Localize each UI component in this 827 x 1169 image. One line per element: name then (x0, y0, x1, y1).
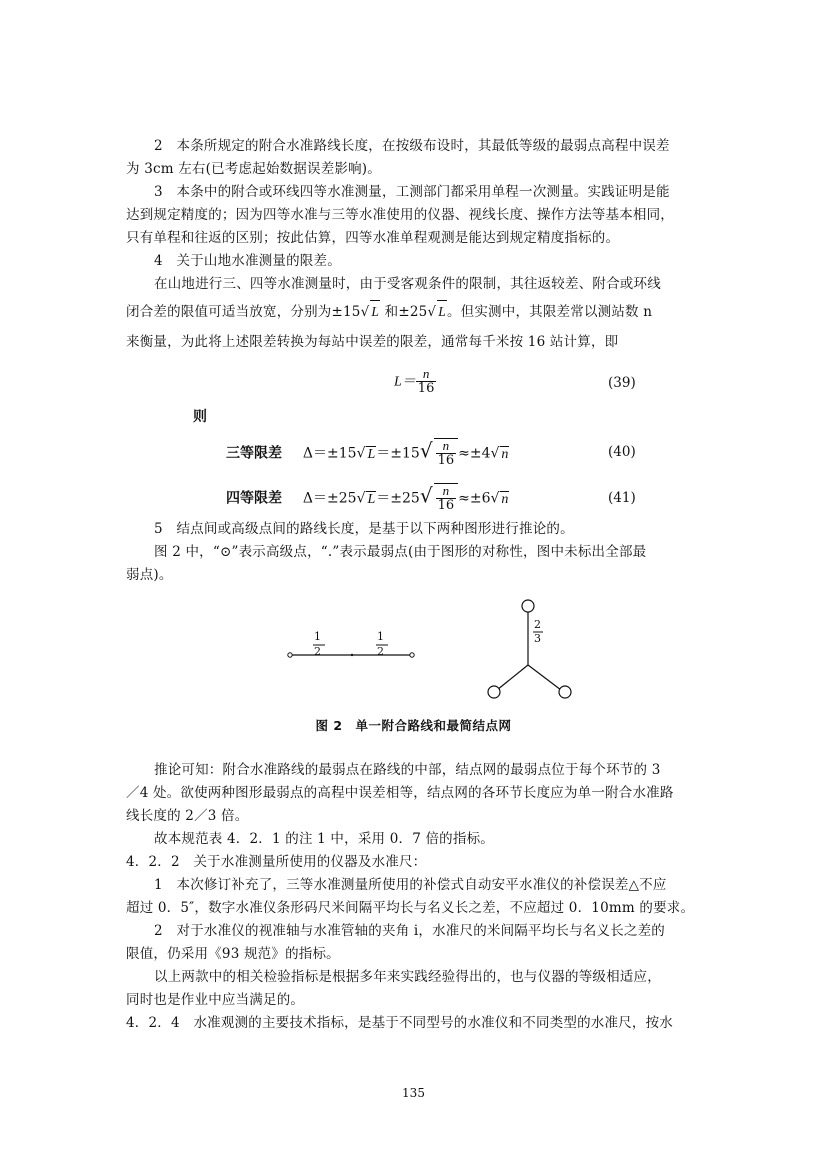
eq40-part2: ＝±15 (376, 445, 420, 462)
conclusion-line2: ／4 处。欲使两种图形最弱点的高程中误差相等，结点网的各环节长度应为单一附合水准路 (126, 785, 674, 801)
para-3-line2: 达到规定精度的；因为四等水准与三等水准使用的仪器、视线长度、操作方法等基本相同， (126, 207, 674, 223)
eq40-part1: Δ＝±15 (302, 445, 357, 462)
section-422-item2-line2: 限值，仍采用《93 规范》的指标。 (126, 946, 340, 962)
right-frac-den: 2 (377, 645, 384, 658)
para-4-line3-c: 。但实测中，其限差常以测站数 n (446, 304, 653, 320)
para-4-line1: 4 关于山地水准测量的限差。 (154, 253, 341, 269)
page-number: 135 (402, 1086, 425, 1100)
right-frac-num: 1 (377, 630, 384, 643)
sqrt-symbol-icon: √ (360, 304, 370, 320)
sqrt-symbol-icon: √ (419, 438, 433, 463)
conclusion-line3: 线长度的 2／3 倍。 (126, 808, 249, 824)
network-high-point-right (559, 686, 571, 698)
para-2-line1: 2 本条所规定的附合水准路线长度，在按级布设时，其最低等级的最弱点高程中误差 (154, 138, 670, 154)
eq41-sqrt-n: n (501, 491, 509, 507)
eq41-sqrt-l: L (367, 491, 376, 507)
conclusion-line4: 故本规范表 4．2．1 的注 1 中，采用 0．7 倍的指标。 (154, 831, 494, 847)
left-frac-num: 1 (314, 630, 321, 643)
eq41-num: n (436, 484, 457, 499)
high-point-right (410, 653, 414, 657)
section-422-item1-line2: 超过 0．5″，数字水准仪条形码尺米间隔平均长与名义长之差，不应超过 0．10mm 的要求。 (126, 900, 695, 916)
eq40-part3: ≈±4 (458, 445, 491, 462)
sqrt-l-2: L (437, 300, 447, 324)
sqrt-symbol-icon: √ (427, 304, 437, 320)
eq41-label: 四等限差 (226, 490, 282, 507)
para-4-line3-a: 闭合差的限值可适当放宽，分别为±15 (126, 304, 361, 320)
para-5-line3: 弱点)。 (126, 567, 173, 583)
eq39-den: 16 (417, 381, 435, 396)
weakest-point (351, 654, 353, 656)
eq40-den: 16 (437, 453, 455, 468)
sqrt-symbol-icon: √ (419, 483, 433, 508)
left-frac-den: 2 (314, 645, 321, 658)
node-frac-num: 2 (534, 618, 541, 631)
node-frac-den: 3 (534, 632, 541, 645)
network-high-point-top (522, 600, 534, 612)
para-2-line2: 为 3cm 左右(已考虑起始数据误差影响)。 (126, 161, 381, 177)
eq39-lhs: L＝ (394, 374, 416, 390)
sqrt-symbol-icon: √ (490, 445, 500, 462)
para-3-line3: 只有单程和往返的区别；按此估算，四等水准单程观测是能达到规定精度指标的。 (126, 230, 620, 246)
sqrt-symbol-icon: √ (356, 490, 366, 507)
sqrt-l-1: L (370, 300, 380, 324)
section-424-line1: 4．2．4 水准观测的主要技术指标，是基于不同型号的水准仪和不同类型的水准尺，按水 (126, 1015, 673, 1031)
section-422-note-line2: 同时也是作业中应当满足的。 (126, 992, 305, 1008)
eq41-part2: ＝±25 (376, 490, 420, 507)
para-3-line1: 3 本条中的附合或环线四等水准测量，工测部门都采用单程一次测量。实践证明是能 (154, 184, 670, 200)
para-5-line2: 图 2 中，“⊙”表示高级点，“.”表示最弱点(由于图形的对称性，图中未标出全部最 (154, 544, 647, 560)
eq39-num: n (416, 367, 437, 382)
network-branch-right (528, 665, 561, 690)
network-high-point-left (488, 686, 500, 698)
para-4-line3-b: 和±25 (384, 304, 428, 320)
section-422-heading: 4．2．2 关于水准测量所使用的仪器及水准尺： (126, 854, 427, 870)
network-branch-left (497, 665, 528, 690)
eq40-number: (40) (608, 444, 636, 460)
eq41-number: (41) (608, 490, 636, 506)
para-4-line4: 来衡量，为此将上述限差转换为每站中误差的限差，通常每千米按 16 站计算，即 (126, 334, 619, 350)
section-422-item2-line1: 2 对于水准仪的视准轴与水准管轴的夹角 i，水准尺的米间隔平均长与名义长之差的 (154, 923, 665, 939)
para-5-line1: 5 结点间或高级点间的路线长度，是基于以下两种图形进行推论的。 (154, 521, 574, 537)
eq39-number: (39) (608, 375, 636, 391)
sqrt-symbol-icon: √ (490, 490, 500, 507)
eq40-sqrt-n: n (501, 446, 509, 462)
eq40-num: n (436, 439, 457, 454)
eq41-part1: Δ＝±25 (302, 490, 357, 507)
eq40-label: 三等限差 (226, 445, 282, 462)
eq40-sqrt-l: L (367, 446, 376, 462)
figure-caption: 图 2 单一附合路线和最简结点网 (315, 718, 512, 733)
then-label: 则 (193, 409, 207, 425)
conclusion-line1: 推论可知：附合水准路线的最弱点在路线的中部，结点网的最弱点位于每个环节的 3 (154, 762, 661, 778)
section-422-item1-line1: 1 本次修订补充了，三等水准测量所使用的补偿式自动安平水准仪的补偿误差△不应 (154, 877, 667, 893)
high-point-left (288, 653, 292, 657)
section-422-note-line1: 以上两款中的相关检验指标是根据多年来实践经验得出的，也与仪器的等级相适应， (154, 969, 661, 985)
para-4-line2: 在山地进行三、四等水准测量时，由于受客观条件的限制，其往返较差、附合或环线 (154, 276, 661, 292)
sqrt-symbol-icon: √ (356, 445, 366, 462)
eq41-part3: ≈±6 (458, 490, 491, 507)
eq41-den: 16 (437, 498, 455, 513)
